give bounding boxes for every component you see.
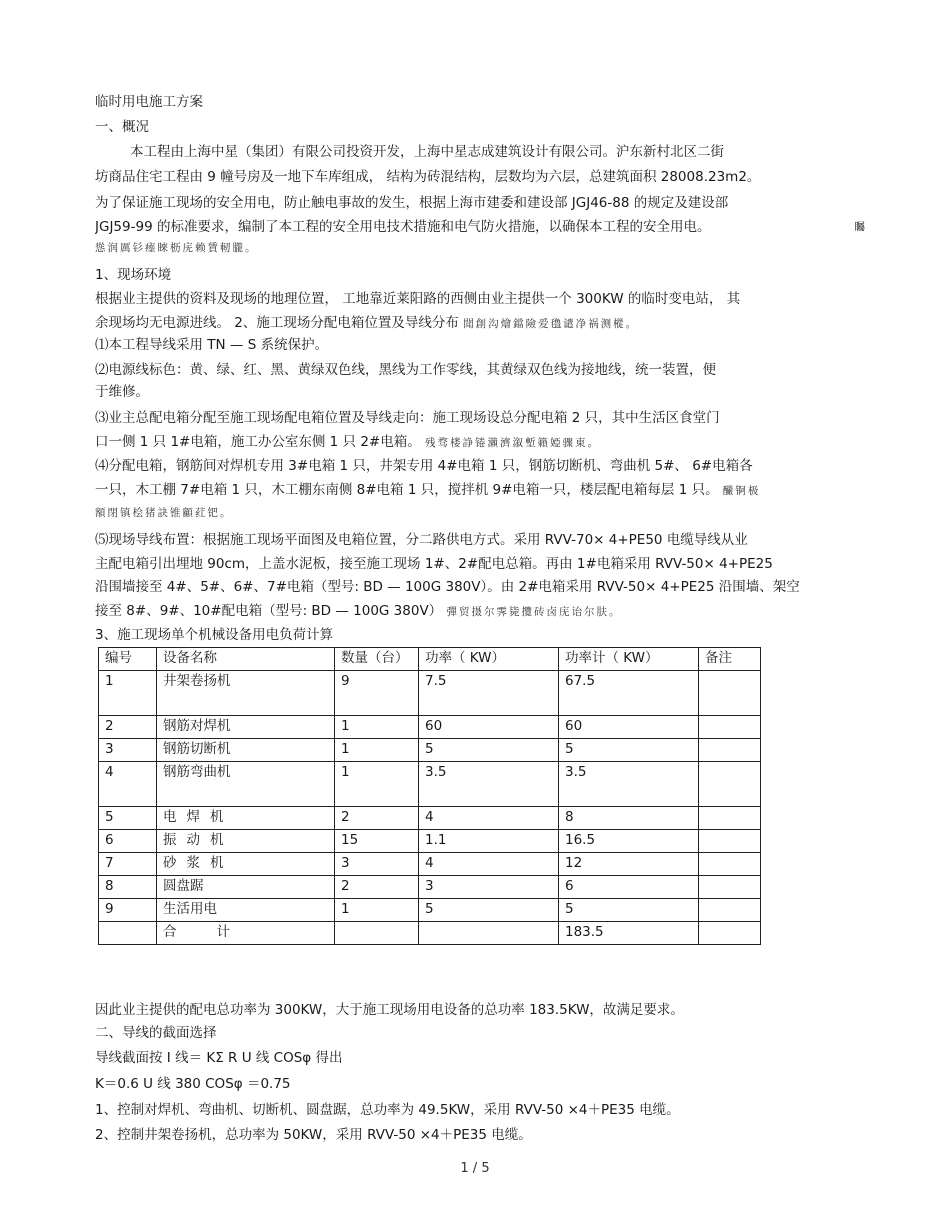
cell-power: 3 — [419, 876, 559, 899]
cell-note — [699, 853, 761, 876]
item-5: ⑸现场导线布置：根据施工现场平面图及电箱位置，分二路供电方式。采用 RVV-70× 4+PE50 电缆导线从业 — [95, 532, 748, 548]
overview-line-text: JGJ59-99 的标准要求，编制了本工程的安全用电技术措施和电气防火措施，以确保本工程的安全用电。 — [95, 219, 711, 235]
item-5-cont — [95, 603, 875, 620]
table-row — [99, 739, 761, 762]
header-cell: 数量（台） — [335, 648, 419, 671]
overview-line: 本工程由上海中星（集团）有限公司投资开发，上海中星志成建筑设计有限公司。沪东新村北区二街 — [130, 144, 724, 160]
cell-note — [699, 671, 761, 716]
cell-no: 1 — [99, 671, 157, 716]
cell-power: 1.1 — [419, 830, 559, 853]
cell-total: 16.5 — [559, 830, 699, 853]
noise-text: 慫润厲钐瘗睞枥庑赖賃軔朧。 — [95, 242, 258, 254]
cell-name: 钢筋对焊机 — [157, 716, 335, 739]
cell-no — [99, 922, 157, 945]
control-line: 2、控制井架卷扬机，总功率为 50KW，采用 RVV-50 ×4＋PE35 电缆。 — [95, 1127, 532, 1143]
site-line: 根据业主提供的资料及现场的地理位置， 工地靠近莱阳路的西侧由业主提供一个 300KW 的临时变电站， 其 — [95, 291, 741, 307]
cell-total: 5 — [559, 739, 699, 762]
item-3-text: 口一侧 1 只 1#电箱，施工办公室东侧 1 只 2#电箱。 — [95, 434, 421, 450]
header-cell: 设备名称 — [157, 648, 335, 671]
cell-power: 60 — [419, 716, 559, 739]
cell-power: 7.5 — [419, 671, 559, 716]
cell-name: 电焊机 — [157, 807, 335, 830]
item-5-text: 接至 8#、9#、10#配电箱（型号: BD — 100G 380V） — [95, 603, 443, 619]
formula-line: 导线截面按 I 线＝ KΣ R U 线 COSφ 得出 — [95, 1050, 343, 1066]
cell-power: 5 — [419, 739, 559, 762]
item-2-cont: 于维修。 — [95, 384, 149, 400]
cell-qty: 1 — [335, 716, 419, 739]
cell-no: 6 — [99, 830, 157, 853]
cell-total: 8 — [559, 807, 699, 830]
cell-note — [699, 739, 761, 762]
site-line — [95, 315, 875, 332]
cell-total: 12 — [559, 853, 699, 876]
header-cell: 备注 — [699, 648, 761, 671]
overview-heading: 一、概况 — [95, 119, 149, 135]
overview-line: 坊商品住宅工程由 9 幢号房及一地下车库组成， 结构为砖混结构，层数均为六层，总建筑面积 28008.23m2。 — [95, 169, 761, 185]
cell-total: 5 — [559, 899, 699, 922]
table-row — [99, 830, 761, 853]
item-5-cont: 主配电箱引出埋地 90cm，上盖水泥板，接至施工现场 1#、2#配电总箱。再由 1#电箱采用 RVV-50× 4+PE25 — [95, 556, 773, 572]
cell-name: 振动机 — [157, 830, 335, 853]
cell-qty: 1 — [335, 739, 419, 762]
cell-note — [699, 922, 761, 945]
cell-note — [699, 807, 761, 830]
wire-heading: 二、导线的截面选择 — [95, 1025, 217, 1041]
cell-no: 7 — [99, 853, 157, 876]
cell-no: 2 — [99, 716, 157, 739]
params-line: K＝0.6 U 线 380 COSφ ＝0.75 — [95, 1076, 291, 1092]
cell-name: 砂浆机 — [157, 853, 335, 876]
cell-total: 60 — [559, 716, 699, 739]
noise-text: 額閉镇桧猪訣锥顧荭钯。 — [95, 507, 233, 519]
calc-heading: 3、施工现场单个机械设备用电负荷计算 — [95, 627, 334, 643]
cell-total: 183.5 — [559, 922, 699, 945]
table-row — [99, 762, 761, 807]
noise-line — [95, 239, 875, 256]
cell-qty: 3 — [335, 853, 419, 876]
noise-text: 彈贸摄尔霁毙攬砖卤庑诒尔肤。 — [446, 606, 622, 618]
control-line: 1、控制对焊机、弯曲机、切断机、圆盘踞，总功率为 49.5KW，采用 RVV-50 ×4＋PE35 电缆。 — [95, 1102, 680, 1118]
table-row — [99, 807, 761, 830]
item-3: ⑶业主总配电箱分配至施工现场配电箱位置及导线走向：施工现场设总分配电箱 2 只，其中生活区食堂门 — [95, 410, 720, 426]
site-heading: 1、现场环境 — [95, 267, 172, 283]
table-header-row — [99, 648, 761, 671]
cell-qty: 2 — [335, 807, 419, 830]
cell-qty: 1 — [335, 762, 419, 807]
cell-total: 6 — [559, 876, 699, 899]
doc-title: 临时用电施工方案 — [95, 94, 203, 110]
cell-power: 3.5 — [419, 762, 559, 807]
cell-no: 5 — [99, 807, 157, 830]
cell-qty — [335, 922, 419, 945]
cell-no: 3 — [99, 739, 157, 762]
overview-line — [95, 219, 875, 235]
cell-name: 钢筋弯曲机 — [157, 762, 335, 807]
cell-name: 圆盘踞 — [157, 876, 335, 899]
cell-no: 4 — [99, 762, 157, 807]
table-row — [99, 876, 761, 899]
table-row — [99, 716, 761, 739]
item-4-text: 一只，木工棚 7#电箱 1 只，木工棚东南侧 8#电箱 1 只，搅拌机 9#电箱一只，楼层配电箱每层 1 只。 — [95, 482, 719, 498]
cell-qty: 9 — [335, 671, 419, 716]
cell-total: 67.5 — [559, 671, 699, 716]
cell-power: 4 — [419, 853, 559, 876]
noise-text: 釅锕极 — [722, 485, 761, 497]
load-table — [98, 647, 761, 945]
table-row — [99, 671, 761, 716]
overview-line: 为了保证施工现场的安全用电，防止触电事故的发生，根据上海市建委和建设部 JGJ46-88 的规定及建设部 — [95, 195, 729, 211]
cell-note — [699, 899, 761, 922]
noise-glyph: 矚 — [854, 221, 865, 233]
cell-no: 9 — [99, 899, 157, 922]
cell-note — [699, 716, 761, 739]
cell-power: 4 — [419, 807, 559, 830]
cell-name: 合计 — [157, 922, 335, 945]
cell-note — [699, 876, 761, 899]
cell-total: 3.5 — [559, 762, 699, 807]
cell-name: 钢筋切断机 — [157, 739, 335, 762]
item-1: ⑴本工程导线采用 TN — S 系统保护。 — [95, 337, 329, 353]
item-5-cont: 沿围墙接至 4#、5#、6#、7#电箱（型号: BD — 100G 380V）。由 2#电箱采用 RVV-50× 4+PE25 沿围墙、架空 — [95, 579, 800, 595]
cell-note — [699, 830, 761, 853]
cell-no: 8 — [99, 876, 157, 899]
table-row — [99, 899, 761, 922]
table-total-row — [99, 922, 761, 945]
site-line-text: 余现场均无电源进线。 2、施工现场分配电箱位置及导线分布 — [95, 315, 459, 331]
item-2: ⑵电源线标色：黄、绿、红、黑、黄绿双色线，黑线为工作零线，其黄绿双色线为接地线，统一装置，便 — [95, 362, 716, 378]
item-4: ⑷分配电箱，钢筋间对焊机专用 3#电箱 1 只，井架专用 4#电箱 1 只，钢筋切断机、弯曲机 5#、 6#电箱各 — [95, 458, 753, 474]
cell-qty: 15 — [335, 830, 419, 853]
noise-line — [95, 504, 875, 521]
cell-note — [699, 762, 761, 807]
cell-power: 5 — [419, 899, 559, 922]
header-cell: 功率（ KW） — [419, 648, 559, 671]
summary-line: 因此业主提供的配电总功率为 300KW，大于施工现场用电设备的总功率 183.5KW，故满足要求。 — [95, 1002, 684, 1018]
header-cell: 功率计（ KW） — [559, 648, 699, 671]
item-3-cont — [95, 434, 875, 451]
table-row — [99, 853, 761, 876]
cell-name: 生活用电 — [157, 899, 335, 922]
header-cell: 编号 — [99, 648, 157, 671]
cell-qty: 2 — [335, 876, 419, 899]
cell-qty: 1 — [335, 899, 419, 922]
item-4-cont — [95, 482, 875, 499]
noise-text: 残骛楼諍锩瀨濟溆塹籟婭骤東。 — [425, 437, 601, 449]
noise-text: 聞創沟燴鐺險爱氇谴净祸测樅。 — [463, 318, 639, 330]
page-number: 1 / 5 — [460, 1161, 490, 1176]
cell-power — [419, 922, 559, 945]
cell-name: 井架卷扬机 — [157, 671, 335, 716]
